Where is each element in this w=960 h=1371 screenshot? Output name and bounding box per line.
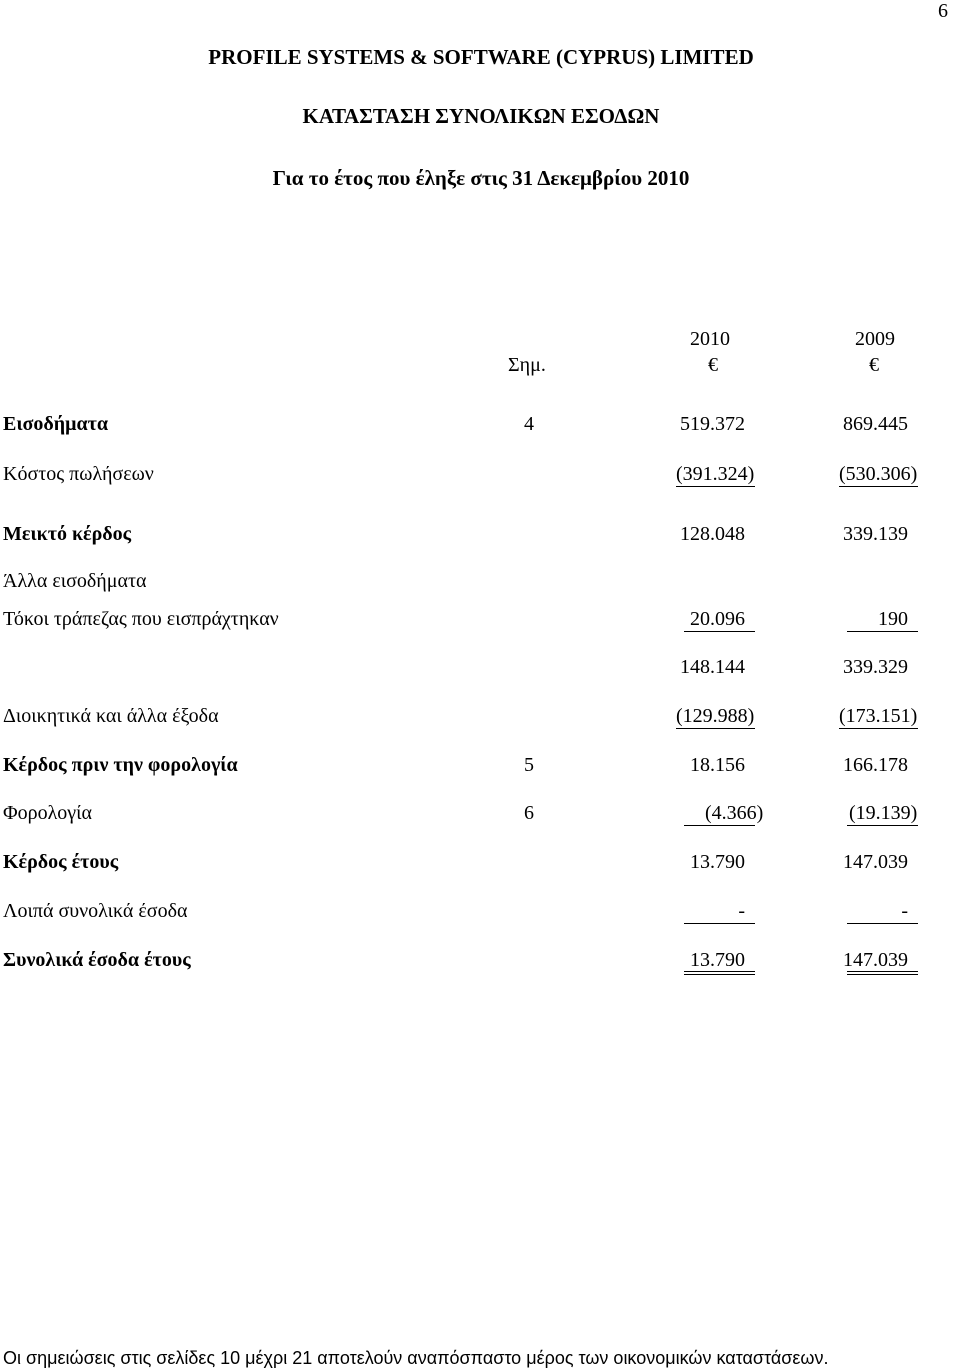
footer-note: Οι σημειώσεις στις σελίδες 10 μέχρι 21 αποτελούν αναπόσπαστο μέρος των οικονομικών καταστάσεων. <box>3 1348 829 1368</box>
currency-2009-header: € <box>869 354 879 376</box>
row-2010-other-comprehensive-income <box>655 900 755 923</box>
underline-2010-other-comprehensive-income <box>684 923 755 924</box>
value-2009-subtotal: 339.329 <box>843 656 908 678</box>
underline-2010-taxation <box>684 825 755 826</box>
row-label-cost-of-sales: Κόστος πωλήσεων <box>3 463 154 485</box>
underline-2010-cost-of-sales <box>676 486 755 487</box>
value-2009-profit-before-tax: 166.178 <box>843 754 908 776</box>
row-2010-bank-interest <box>655 608 755 631</box>
row-2009-revenue <box>818 413 918 436</box>
value-2010-profit-for-year: 13.790 <box>690 851 745 873</box>
row-label-gross-profit: Μεικτό κέρδος <box>3 523 132 545</box>
period-title: Για το έτος που έληξε στις 31 Δεκεμβρίου 2010 <box>272 166 690 190</box>
row-label-admin-expenses: Διοικητικά και άλλα έξοδα <box>3 705 219 727</box>
value-2010-profit-before-tax: 18.156 <box>690 754 745 776</box>
row-2010-revenue <box>655 413 755 436</box>
row-label-other-income: Άλλα εισοδήματα <box>3 570 147 592</box>
row-2010-subtotal <box>655 656 755 679</box>
row-2010-total-comprehensive-income <box>655 949 755 972</box>
row-2009-cost-of-sales: (530.306) <box>839 463 918 485</box>
statement-title: ΚΑΤΑΣΤΑΣΗ ΣΥΝΟΛΙΚΩΝ ΕΣΟΔΩΝ <box>302 104 660 128</box>
row-2009-taxation: (19.139) <box>849 802 918 824</box>
row-label-taxation: Φορολογία <box>3 802 92 824</box>
row-2010-profit-for-year <box>655 851 755 874</box>
double-underline-2010-total <box>684 971 755 975</box>
row-2009-bank-interest <box>818 608 918 631</box>
value-2010-revenue: 519.372 <box>680 413 745 435</box>
currency-2010-header: € <box>708 354 718 376</box>
row-2010-taxation: (4.366) <box>705 802 764 824</box>
company-name: PROFILE SYSTEMS & SOFTWARE (CYPRUS) LIMITED <box>208 45 754 69</box>
value-2010-gross-profit: 128.048 <box>680 523 745 545</box>
value-2009-bank-interest: 190 <box>878 608 908 630</box>
page-number: 6 <box>938 0 948 22</box>
row-label-revenue: Εισοδήματα <box>3 413 109 435</box>
value-2009-other-comprehensive-income: - <box>901 900 908 922</box>
row-2009-subtotal <box>818 656 918 679</box>
row-2010-cost-of-sales: (391.324) <box>676 463 755 485</box>
row-2009-gross-profit <box>818 523 918 546</box>
row-label-profit-before-tax: Κέρδος πριν την φορολογία <box>3 754 238 776</box>
row-note-profit-before-tax: 5 <box>524 754 534 776</box>
underline-2010-bank-interest <box>684 631 755 632</box>
row-2010-admin-expenses: (129.988) <box>676 705 755 727</box>
row-2009-admin-expenses: (173.151) <box>839 705 918 727</box>
note-column-header: Σημ. <box>508 354 546 376</box>
row-2010-profit-before-tax <box>655 754 755 777</box>
value-2009-profit-for-year: 147.039 <box>843 851 908 873</box>
double-underline-2009-total <box>847 971 918 975</box>
value-2009-gross-profit: 339.139 <box>843 523 908 545</box>
row-2009-other-comprehensive-income <box>818 900 918 923</box>
row-2009-profit-for-year <box>818 851 918 874</box>
row-label-bank-interest: Τόκοι τράπεζας που εισπράχτηκαν <box>3 608 279 630</box>
underline-2009-bank-interest <box>847 631 918 632</box>
year-2009-header: 2009 <box>855 328 895 350</box>
row-label-total-comprehensive-income: Συνολικά έσοδα έτους <box>3 949 191 971</box>
row-2009-profit-before-tax <box>818 754 918 777</box>
underline-2009-other-comprehensive-income <box>847 923 918 924</box>
year-2010-header: 2010 <box>690 328 730 350</box>
row-2009-total-comprehensive-income <box>818 949 918 972</box>
row-label-profit-for-year: Κέρδος έτους <box>3 851 119 873</box>
value-2009-revenue: 869.445 <box>843 413 908 435</box>
underline-2009-admin-expenses <box>839 728 918 729</box>
value-2009-total-comprehensive-income: 147.039 <box>843 949 908 971</box>
underline-2010-admin-expenses <box>676 728 755 729</box>
value-2010-subtotal: 148.144 <box>680 656 745 678</box>
underline-2009-cost-of-sales <box>839 486 918 487</box>
value-2010-bank-interest: 20.096 <box>690 608 745 630</box>
value-2010-total-comprehensive-income: 13.790 <box>690 949 745 971</box>
row-label-other-comprehensive-income: Λοιπά συνολικά έσοδα <box>3 900 188 922</box>
underline-2009-taxation <box>847 825 918 826</box>
value-2010-other-comprehensive-income: - <box>738 900 745 922</box>
row-note-revenue: 4 <box>524 413 534 435</box>
row-2010-gross-profit <box>655 523 755 546</box>
row-note-taxation: 6 <box>524 802 534 824</box>
